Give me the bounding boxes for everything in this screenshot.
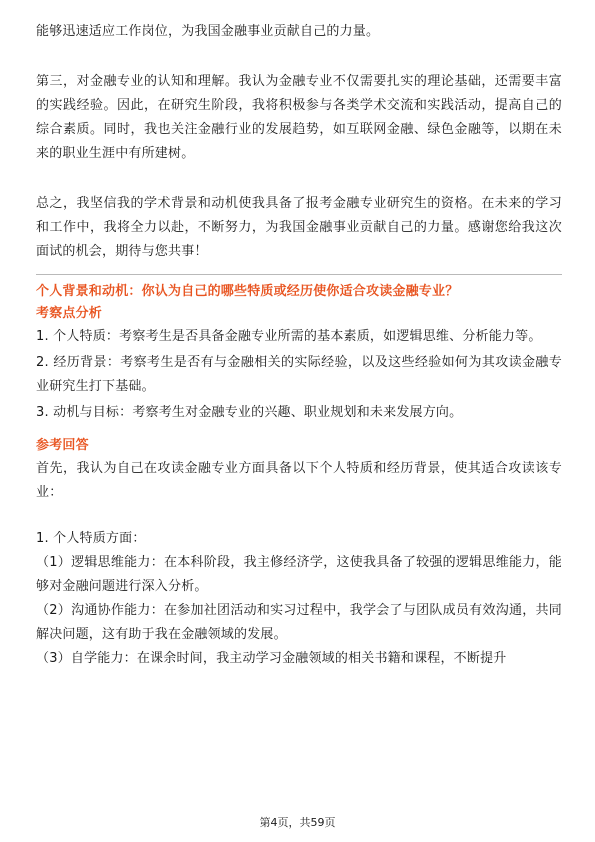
analysis-heading: 考察点分析 — [36, 306, 103, 321]
analysis-item: 1. 个人特质：考察考生是否具备金融专业所需的基本素质，如逻辑思维、分析能力等。 — [36, 329, 542, 344]
analysis-item: 2. 经历背景：考察考生是否有与金融相关的实际经验，以及这些经验如何为其攻读金融专业研究生打下基础。 — [36, 355, 562, 394]
page-footer: 第4页，共59页 — [259, 816, 336, 829]
question-title: 个人背景和动机：你认为自己的哪些特质或经历使你适合攻读金融专业？ — [36, 284, 459, 299]
answer-item: （3）自学能力：在课余时间，我主动学习金融领域的相关书籍和课程，不断提升 — [36, 651, 507, 666]
answer-intro: 首先，我认为自己在攻读金融专业方面具备以下个人特质和经历背景，使其适合攻读该专业： — [36, 461, 562, 500]
paragraph-conclusion: 总之，我坚信我的学术背景和动机使我具备了报考金融专业研究生的资格。在未来的学习和工作中，我将全力以赴，不断努力，为我国金融事业贡献自己的力量。感谢您给我这次面试的机会，期待与您共事！ — [36, 196, 562, 259]
answer-heading: 参考回答 — [36, 438, 89, 453]
answer-subheading: 1. 个人特质方面： — [36, 531, 146, 546]
answer-item: （1）逻辑思维能力：在本科阶段，我主修经济学，这使我具备了较强的逻辑思维能力，能够对金融问题进行深入分析。 — [36, 555, 562, 594]
section-divider — [36, 274, 562, 275]
paragraph-third-point: 第三，对金融专业的认知和理解。我认为金融专业不仅需要扎实的理论基础，还需要丰富的实践经验。因此，在研究生阶段，我将积极参与各类学术交流和实践活动，提高自己的综合素质。同时，我也关注金融行业的发展趋势，如互联网金融、绿色金融等，以期在未来的职业生涯中有所建树。 — [36, 74, 562, 161]
analysis-item: 3. 动机与目标：考察考生对金融专业的兴趣、职业规划和未来发展方向。 — [36, 405, 463, 420]
paragraph-continuation: 能够迅速适应工作岗位，为我国金融事业贡献自己的力量。 — [36, 24, 380, 39]
answer-item: （2）沟通协作能力：在参加社团活动和实习过程中，我学会了与团队成员有效沟通，共同解决问题，这有助于我在金融领域的发展。 — [36, 603, 562, 642]
page-content — [36, 20, 562, 671]
